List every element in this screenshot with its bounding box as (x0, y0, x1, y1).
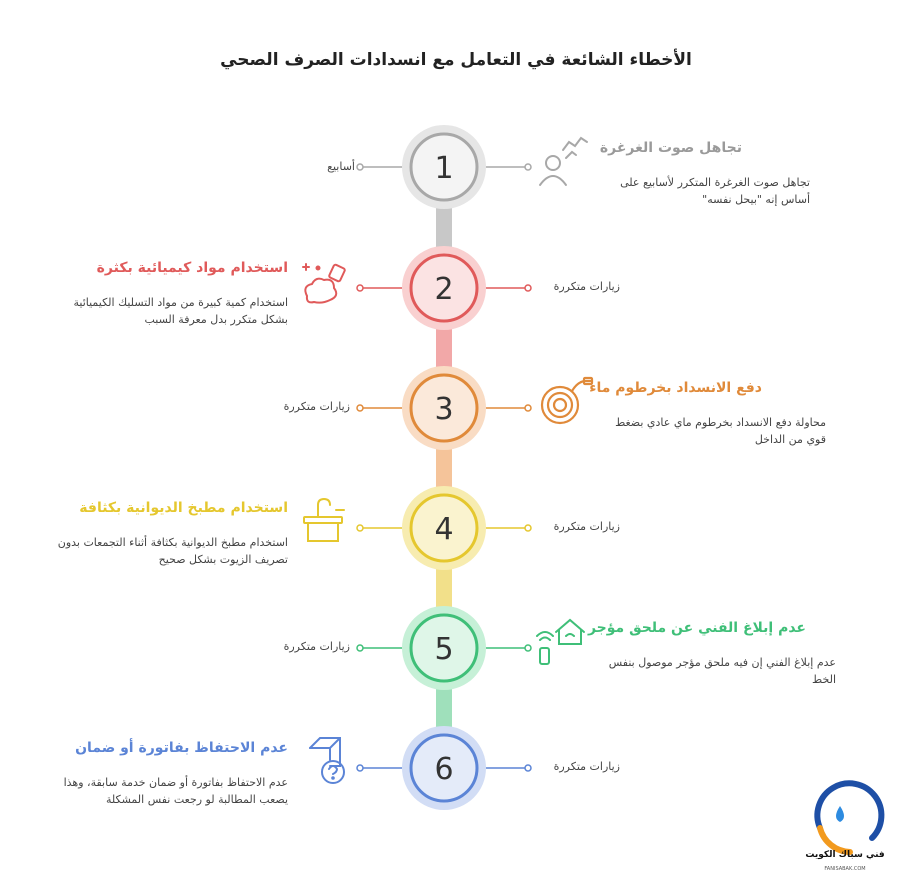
smart-home-icon (537, 620, 584, 664)
step-6-heading: عدم الاحتفاظ بفاتورة أو ضمان (75, 740, 288, 756)
step-number: 6 (434, 752, 454, 787)
chemical-spill-icon (303, 264, 345, 303)
step-3-heading: دفع الانسداد بخرطوم ماء (589, 380, 762, 396)
step-4-heading: استخدام مطبخ الديوانية بكثافة (79, 500, 288, 516)
step-4-node (402, 486, 486, 570)
step-number: 3 (434, 392, 454, 427)
step-2-side-label: زيارات متكررة (553, 280, 620, 293)
step-number: 1 (434, 151, 454, 186)
box-question-icon (310, 738, 344, 783)
hose-icon (542, 378, 592, 423)
step-1-node (402, 125, 486, 209)
step-2-description: استخدام كمية كبيرة من مواد التسليك الكيميائية بشكل متكرر بدل معرفة السبب (73, 296, 288, 326)
step-number: 5 (434, 632, 454, 667)
step-2-heading: استخدام مواد كيميائية بكثرة (96, 260, 288, 276)
step-number: 2 (434, 272, 454, 307)
step-5-heading: عدم إبلاغ الفني عن ملحق مؤجر (587, 620, 806, 636)
step-1-side-label: أسابيع (327, 160, 355, 173)
step-1-description: تجاهل صوت الغرغرة المتكرر لأسابيع على أساس إنه "بيحل نفسه" (620, 176, 810, 206)
step-2-node (402, 246, 486, 330)
logo-name: فني سباك الكويت (805, 850, 885, 860)
page-title: الأخطاء الشائعة في التعامل مع انسدادات الصرف الصحي (220, 50, 692, 70)
logo-url: FANISABAK.COM (824, 866, 866, 872)
step-4-side-label: زيارات متكررة (553, 520, 620, 533)
step-3-side-label: زيارات متكررة (283, 400, 350, 413)
step-5-description: عدم إبلاغ الفني إن فيه ملحق مؤجر موصول بنفس الخط (608, 656, 836, 686)
step-6-side-label: زيارات متكررة (553, 760, 620, 773)
step-6-description: عدم الاحتفاظ بفاتورة أو ضمان خدمة سابقة، وهذا يصعب المطالبة لو رجعت نفس المشكلة (63, 776, 288, 806)
step-1-heading: تجاهل صوت الغرغرة (599, 140, 742, 156)
step-3-node (402, 366, 486, 450)
logo-mark (817, 783, 881, 852)
step-5-node (402, 606, 486, 690)
kitchen-sink-icon (304, 499, 344, 541)
person-with-sound-icon (540, 138, 587, 185)
step-5-side-label: زيارات متكررة (283, 640, 350, 653)
step-6-node (402, 726, 486, 810)
step-4-description: استخدام مطبخ الديوانية بكثافة أثناء التجمعات بدون تصريف الزيوت بشكل صحيح (57, 536, 288, 566)
step-number: 4 (434, 512, 454, 547)
step-3-description: محاولة دفع الانسداد بخرطوم ماي عادي بضغط قوي من الداخل (615, 416, 826, 446)
